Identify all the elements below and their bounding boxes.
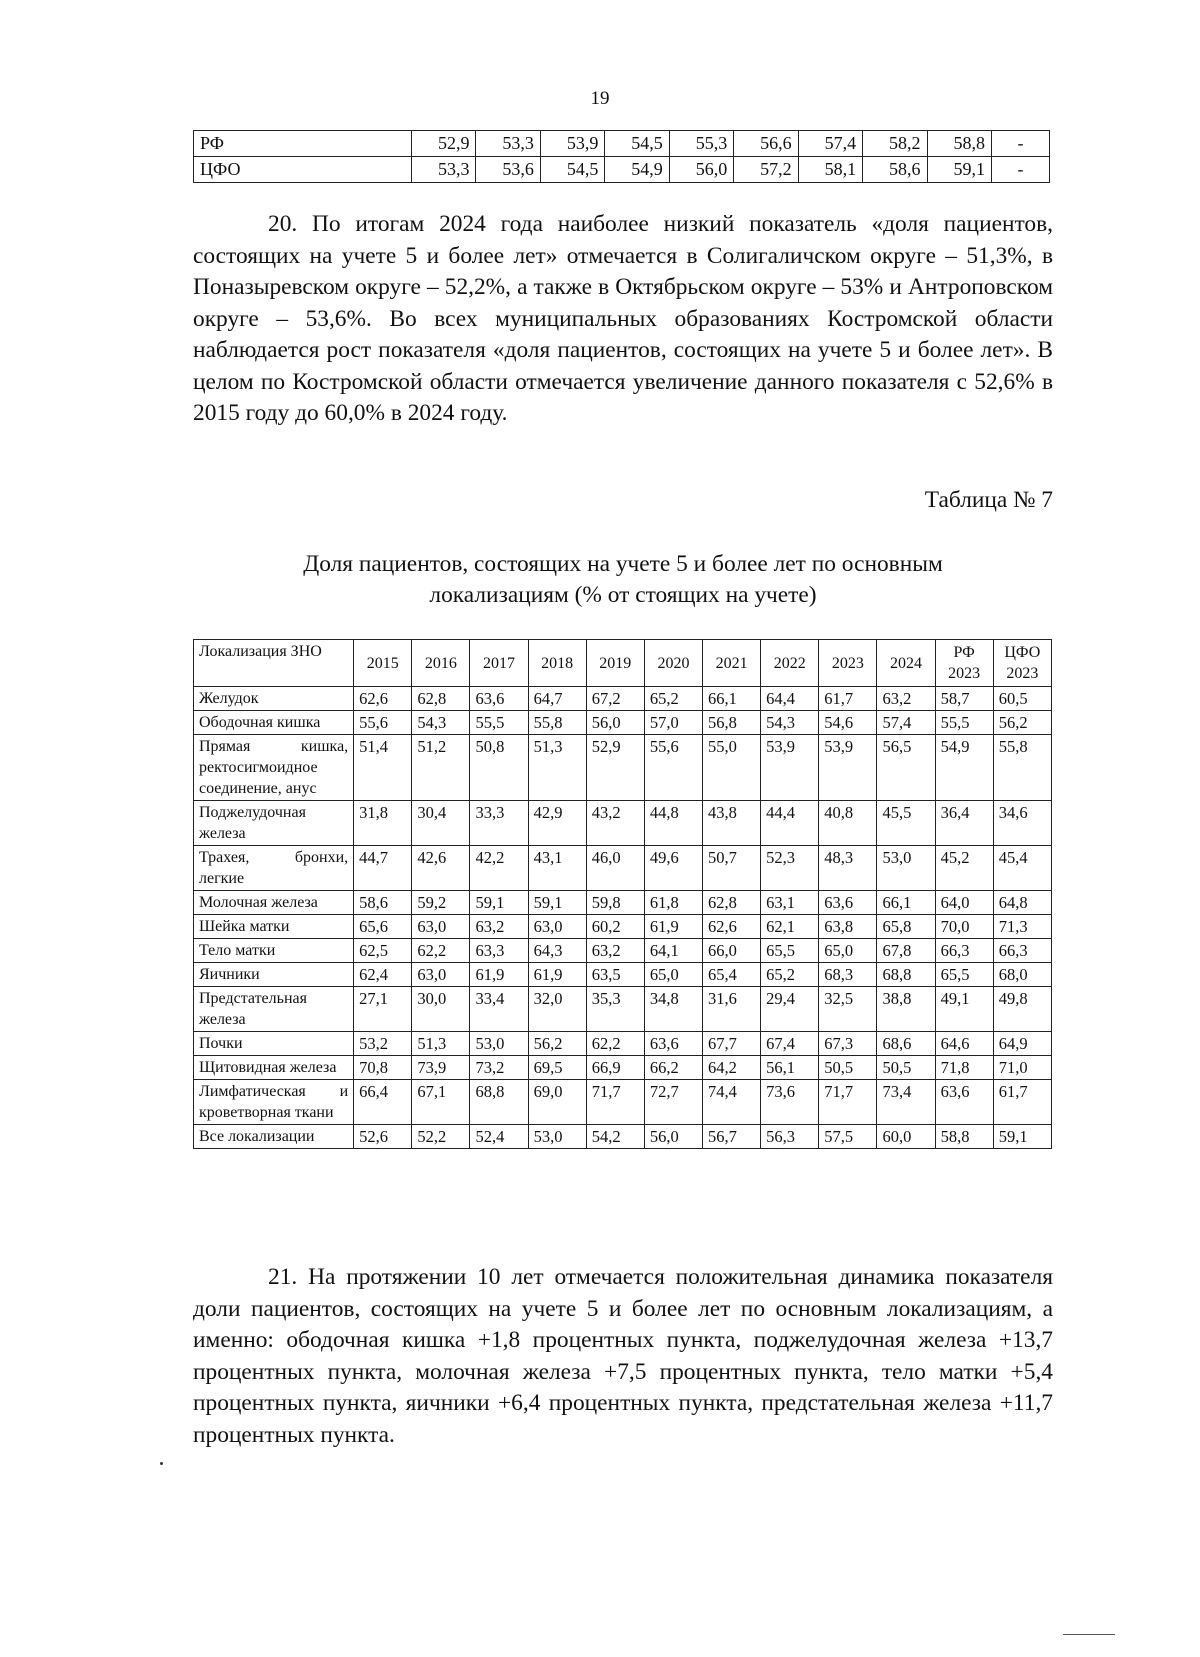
table-cell: 27,1 [354, 987, 412, 1032]
table-cell: 73,2 [470, 1056, 528, 1080]
column-header: 2016 [412, 640, 470, 687]
table-cell: 33,3 [470, 801, 528, 846]
table-row [194, 157, 1050, 183]
table-cell: 55,8 [993, 735, 1051, 801]
table-cell: 61,8 [644, 891, 702, 915]
table-cell: 55,5 [470, 711, 528, 735]
table-cell: 58,7 [935, 687, 993, 711]
table-row [194, 891, 1052, 915]
table-cell: 63,8 [819, 915, 877, 939]
table-cell: 50,8 [470, 735, 528, 801]
table-label: Таблица № 7 [924, 487, 1053, 513]
table-cell: 45,4 [993, 846, 1051, 891]
table-row [194, 939, 1052, 963]
table-cell: 53,9 [540, 131, 604, 157]
row-label: Трахея, бронхи, легкие [194, 846, 354, 891]
table-cell: 30,0 [412, 987, 470, 1032]
table-cell: 64,0 [935, 891, 993, 915]
table-cell: 65,6 [354, 915, 412, 939]
scan-artifact-dot [160, 1462, 163, 1465]
table-cell: 71,3 [993, 915, 1051, 939]
row-label: Поджелудочная железа [194, 801, 354, 846]
table-cell: 58,1 [798, 157, 862, 183]
table-cell: 53,9 [819, 735, 877, 801]
table-title-line-2: локализациям (% от стоящих на учете) [429, 582, 817, 608]
column-header: 2017 [470, 640, 528, 687]
localization-table [193, 639, 1052, 1149]
table-row [194, 987, 1052, 1032]
table-cell: 66,9 [586, 1056, 644, 1080]
row-label: ЦФО [194, 157, 412, 183]
row-label: Щитовидная железа [194, 1056, 354, 1080]
paragraph-21: 21. На протяжении 10 лет отмечается положительная динамика показателя доли пациентов, состоящих на учете 5 и более лет по основным локализациям, а именно: ободочная кишка +1,8 процентных пункта, поджелудочная железа +13,7 процентных пункта, молочная железа +7,5 процентных пункта, тело матки +5,4 процентных пункта, яичники +6,4 процентных пункта, предстательная железа +11,7 процентных пункта. [193, 1264, 1053, 1448]
column-header: 2022 [761, 640, 819, 687]
table-cell: 63,0 [412, 963, 470, 987]
table-cell: 48,3 [819, 846, 877, 891]
table-cell: 62,2 [586, 1032, 644, 1056]
table-cell: 57,2 [734, 157, 798, 183]
table-cell: 57,0 [644, 711, 702, 735]
row-label: Желудок [194, 687, 354, 711]
table-cell: 68,6 [877, 1032, 935, 1056]
table-cell: 64,1 [644, 939, 702, 963]
table-cell: 71,7 [586, 1080, 644, 1125]
table-cell: 29,4 [761, 987, 819, 1032]
table-cell: 59,1 [993, 1125, 1051, 1149]
table-cell: 56,5 [877, 735, 935, 801]
table-cell: 73,4 [877, 1080, 935, 1125]
table-cell: 55,6 [644, 735, 702, 801]
table-cell: 66,3 [993, 939, 1051, 963]
table-cell: 52,6 [354, 1125, 412, 1149]
table-cell: 74,4 [703, 1080, 761, 1125]
scan-artifact-line [1063, 1634, 1115, 1635]
table-cell: 68,0 [993, 963, 1051, 987]
table-cell: 59,2 [412, 891, 470, 915]
table-cell: 65,2 [761, 963, 819, 987]
row-label: Все локализации [194, 1125, 354, 1149]
table-cell: 67,4 [761, 1032, 819, 1056]
table-cell: 53,3 [412, 157, 476, 183]
table-cell: 64,2 [703, 1056, 761, 1080]
table-cell: 63,6 [470, 687, 528, 711]
table-cell: 45,2 [935, 846, 993, 891]
table-cell: 30,4 [412, 801, 470, 846]
row-label: Тело матки [194, 939, 354, 963]
table-cell: 63,0 [412, 915, 470, 939]
table-cell: 73,6 [761, 1080, 819, 1125]
row-label: Ободочная кишка [194, 711, 354, 735]
table-cell: 63,6 [935, 1080, 993, 1125]
table-cell: 31,8 [354, 801, 412, 846]
table-cell: 49,8 [993, 987, 1051, 1032]
row-label: РФ [194, 131, 412, 157]
table-cell: 64,9 [993, 1032, 1051, 1056]
column-header: ЦФО 2023 [993, 640, 1051, 687]
table-row [194, 1125, 1052, 1149]
table-cell: 60,2 [586, 915, 644, 939]
row-label: Почки [194, 1032, 354, 1056]
table-cell: 56,2 [528, 1032, 586, 1056]
column-header: 2020 [644, 640, 702, 687]
row-label: Яичники [194, 963, 354, 987]
table-cell: 56,2 [993, 711, 1051, 735]
table-cell: 55,0 [703, 735, 761, 801]
table-cell: 58,2 [863, 131, 927, 157]
table-cell: 62,6 [703, 915, 761, 939]
table-cell: 35,3 [586, 987, 644, 1032]
table-cell: 42,6 [412, 846, 470, 891]
table-cell: 50,7 [703, 846, 761, 891]
table-cell: 60,0 [877, 1125, 935, 1149]
table-cell: 71,0 [993, 1056, 1051, 1080]
table-cell: 54,9 [935, 735, 993, 801]
table-cell: 42,9 [528, 801, 586, 846]
table-cell: 51,4 [354, 735, 412, 801]
row-label: Шейка матки [194, 915, 354, 939]
table-cell: 43,8 [703, 801, 761, 846]
row-label: Лимфатическая и кроветворная ткани [194, 1080, 354, 1125]
table-row [194, 801, 1052, 846]
table-cell: 40,8 [819, 801, 877, 846]
table-cell: 68,3 [819, 963, 877, 987]
table-cell: 57,4 [877, 711, 935, 735]
table-cell: - [991, 131, 1049, 157]
table-cell: 38,8 [877, 987, 935, 1032]
row-label: Молочная железа [194, 891, 354, 915]
table-cell: 51,3 [528, 735, 586, 801]
table-cell: 49,6 [644, 846, 702, 891]
table-cell: 55,3 [669, 131, 733, 157]
table-title-line-1: Доля пациентов, состоящих на учете 5 и более лет по основным [303, 551, 943, 577]
table-row [194, 687, 1052, 711]
table-cell: 65,0 [819, 939, 877, 963]
table-cell: 68,8 [470, 1080, 528, 1125]
table-row [194, 846, 1052, 891]
table-cell: 67,1 [412, 1080, 470, 1125]
table-cell: 64,3 [528, 939, 586, 963]
table-cell: 54,2 [586, 1125, 644, 1149]
table-cell: 66,1 [877, 891, 935, 915]
table-cell: 32,0 [528, 987, 586, 1032]
table-cell: 65,2 [644, 687, 702, 711]
table-cell: 64,8 [993, 891, 1051, 915]
table-cell: 33,4 [470, 987, 528, 1032]
table-cell: 53,6 [476, 157, 540, 183]
table-cell: 63,2 [586, 939, 644, 963]
table-cell: 66,4 [354, 1080, 412, 1125]
table-cell: 34,6 [993, 801, 1051, 846]
table-cell: 73,9 [412, 1056, 470, 1080]
table-cell: 72,7 [644, 1080, 702, 1125]
table-cell: 54,6 [819, 711, 877, 735]
paragraph-20: 20. По итогам 2024 года наиболее низкий показатель «доля пациентов, состоящих на учете 5 и более лет» отмечается в Солигаличском округе – 51,3%, в Поназыревском округе – 52,2%, а также в Октябрьском округе – 53% и Антроповском округе – 53,6%. Во всех муниципальных образованиях Костромской области наблюдается рост показателя «доля пациентов, состоящих на учете 5 и более лет». В целом по Костромской области отмечается увеличение данного показателя с 52,6% в 2015 году до 60,0% в 2024 году. [193, 211, 1053, 426]
table-cell: 50,5 [819, 1056, 877, 1080]
page-number: 19 [590, 88, 610, 109]
table-cell: 66,2 [644, 1056, 702, 1080]
table-cell: 70,8 [354, 1056, 412, 1080]
table-cell: 52,2 [412, 1125, 470, 1149]
table-cell: 53,9 [761, 735, 819, 801]
table-cell: 65,0 [644, 963, 702, 987]
table-cell: 53,2 [354, 1032, 412, 1056]
table-cell: 51,3 [412, 1032, 470, 1056]
table-cell: 55,5 [935, 711, 993, 735]
table-cell: 68,8 [877, 963, 935, 987]
table-cell: 55,8 [528, 711, 586, 735]
row-label: Прямая кишка, ректосигмоидное соединение, анус [194, 735, 354, 801]
table-cell: 56,0 [669, 157, 733, 183]
table-cell: 56,1 [761, 1056, 819, 1080]
column-header: Локализация ЗНО [194, 640, 354, 687]
table-cell: 31,6 [703, 987, 761, 1032]
table-cell: 65,5 [761, 939, 819, 963]
table-cell: 53,0 [877, 846, 935, 891]
table-cell: 65,8 [877, 915, 935, 939]
table-row [194, 131, 1050, 157]
table-cell: 54,5 [540, 157, 604, 183]
table-cell: 46,0 [586, 846, 644, 891]
table-cell: 67,8 [877, 939, 935, 963]
row-label: Предстательная железа [194, 987, 354, 1032]
table-cell: 58,6 [863, 157, 927, 183]
table-cell: 44,7 [354, 846, 412, 891]
table-cell: 62,2 [412, 939, 470, 963]
table-cell: 66,1 [703, 687, 761, 711]
table-cell: 36,4 [935, 801, 993, 846]
table-cell: 67,2 [586, 687, 644, 711]
table-cell: 63,0 [528, 915, 586, 939]
column-header: 2024 [877, 640, 935, 687]
table-cell: 63,6 [644, 1032, 702, 1056]
table-cell: 44,8 [644, 801, 702, 846]
table-cell: 50,5 [877, 1056, 935, 1080]
table-cell: 61,9 [644, 915, 702, 939]
table-cell: 58,6 [354, 891, 412, 915]
table-cell: 59,1 [470, 891, 528, 915]
table-cell: 54,3 [412, 711, 470, 735]
table-cell: 56,7 [703, 1125, 761, 1149]
table-cell: 56,0 [586, 711, 644, 735]
table-cell: 57,5 [819, 1125, 877, 1149]
table-cell: 59,8 [586, 891, 644, 915]
continued-table [193, 130, 1050, 183]
table-cell: 62,1 [761, 915, 819, 939]
column-header: 2018 [528, 640, 586, 687]
table-cell: 62,6 [354, 687, 412, 711]
table-title [193, 549, 1053, 611]
table-cell: 71,7 [819, 1080, 877, 1125]
table-cell: 60,5 [993, 687, 1051, 711]
table-cell: - [991, 157, 1049, 183]
table-cell: 56,0 [644, 1125, 702, 1149]
table-cell: 61,7 [819, 687, 877, 711]
table-cell: 53,3 [476, 131, 540, 157]
table-cell: 70,0 [935, 915, 993, 939]
table-cell: 71,8 [935, 1056, 993, 1080]
table-cell: 52,3 [761, 846, 819, 891]
table-cell: 53,0 [528, 1125, 586, 1149]
table-cell: 64,4 [761, 687, 819, 711]
table-row [194, 1056, 1052, 1080]
table-row [194, 1080, 1052, 1125]
table-cell: 64,6 [935, 1032, 993, 1056]
table-row [194, 735, 1052, 801]
table-cell: 66,3 [935, 939, 993, 963]
table-cell: 49,1 [935, 987, 993, 1032]
table-cell: 59,1 [927, 157, 991, 183]
table-cell: 69,5 [528, 1056, 586, 1080]
table-cell: 65,5 [935, 963, 993, 987]
table-cell: 43,2 [586, 801, 644, 846]
table-cell: 62,8 [412, 687, 470, 711]
table-row [194, 915, 1052, 939]
column-header: 2021 [703, 640, 761, 687]
table-row [194, 711, 1052, 735]
table-cell: 69,0 [528, 1080, 586, 1125]
table-cell: 67,3 [819, 1032, 877, 1056]
table-cell: 62,5 [354, 939, 412, 963]
table-cell: 63,2 [470, 915, 528, 939]
table-cell: 52,9 [586, 735, 644, 801]
column-header: РФ 2023 [935, 640, 993, 687]
table-cell: 63,6 [819, 891, 877, 915]
table-cell: 63,2 [877, 687, 935, 711]
column-header: 2023 [819, 640, 877, 687]
table-cell: 56,8 [703, 711, 761, 735]
table-cell: 54,5 [605, 131, 669, 157]
table-cell: 67,7 [703, 1032, 761, 1056]
table-cell: 61,9 [470, 963, 528, 987]
table-cell: 34,8 [644, 987, 702, 1032]
table-cell: 61,7 [993, 1080, 1051, 1125]
table-cell: 42,2 [470, 846, 528, 891]
table-cell: 54,3 [761, 711, 819, 735]
table-cell: 58,8 [927, 131, 991, 157]
table-cell: 44,4 [761, 801, 819, 846]
table-cell: 53,0 [470, 1032, 528, 1056]
table-cell: 56,6 [734, 131, 798, 157]
table-cell: 56,3 [761, 1125, 819, 1149]
table-cell: 63,1 [761, 891, 819, 915]
table-cell: 55,6 [354, 711, 412, 735]
table-cell: 62,4 [354, 963, 412, 987]
table-cell: 61,9 [528, 963, 586, 987]
table-cell: 32,5 [819, 987, 877, 1032]
table-cell: 51,2 [412, 735, 470, 801]
column-header: 2019 [586, 640, 644, 687]
table-cell: 52,9 [412, 131, 476, 157]
table-row [194, 963, 1052, 987]
table-cell: 43,1 [528, 846, 586, 891]
table-cell: 45,5 [877, 801, 935, 846]
table-cell: 63,5 [586, 963, 644, 987]
table-cell: 59,1 [528, 891, 586, 915]
column-header: 2015 [354, 640, 412, 687]
table-cell: 63,3 [470, 939, 528, 963]
table-cell: 54,9 [605, 157, 669, 183]
table-cell: 62,8 [703, 891, 761, 915]
table-row [194, 1032, 1052, 1056]
table-cell: 65,4 [703, 963, 761, 987]
table-cell: 57,4 [798, 131, 862, 157]
table-cell: 64,7 [528, 687, 586, 711]
table-cell: 66,0 [703, 939, 761, 963]
table-cell: 58,8 [935, 1125, 993, 1149]
table-cell: 52,4 [470, 1125, 528, 1149]
